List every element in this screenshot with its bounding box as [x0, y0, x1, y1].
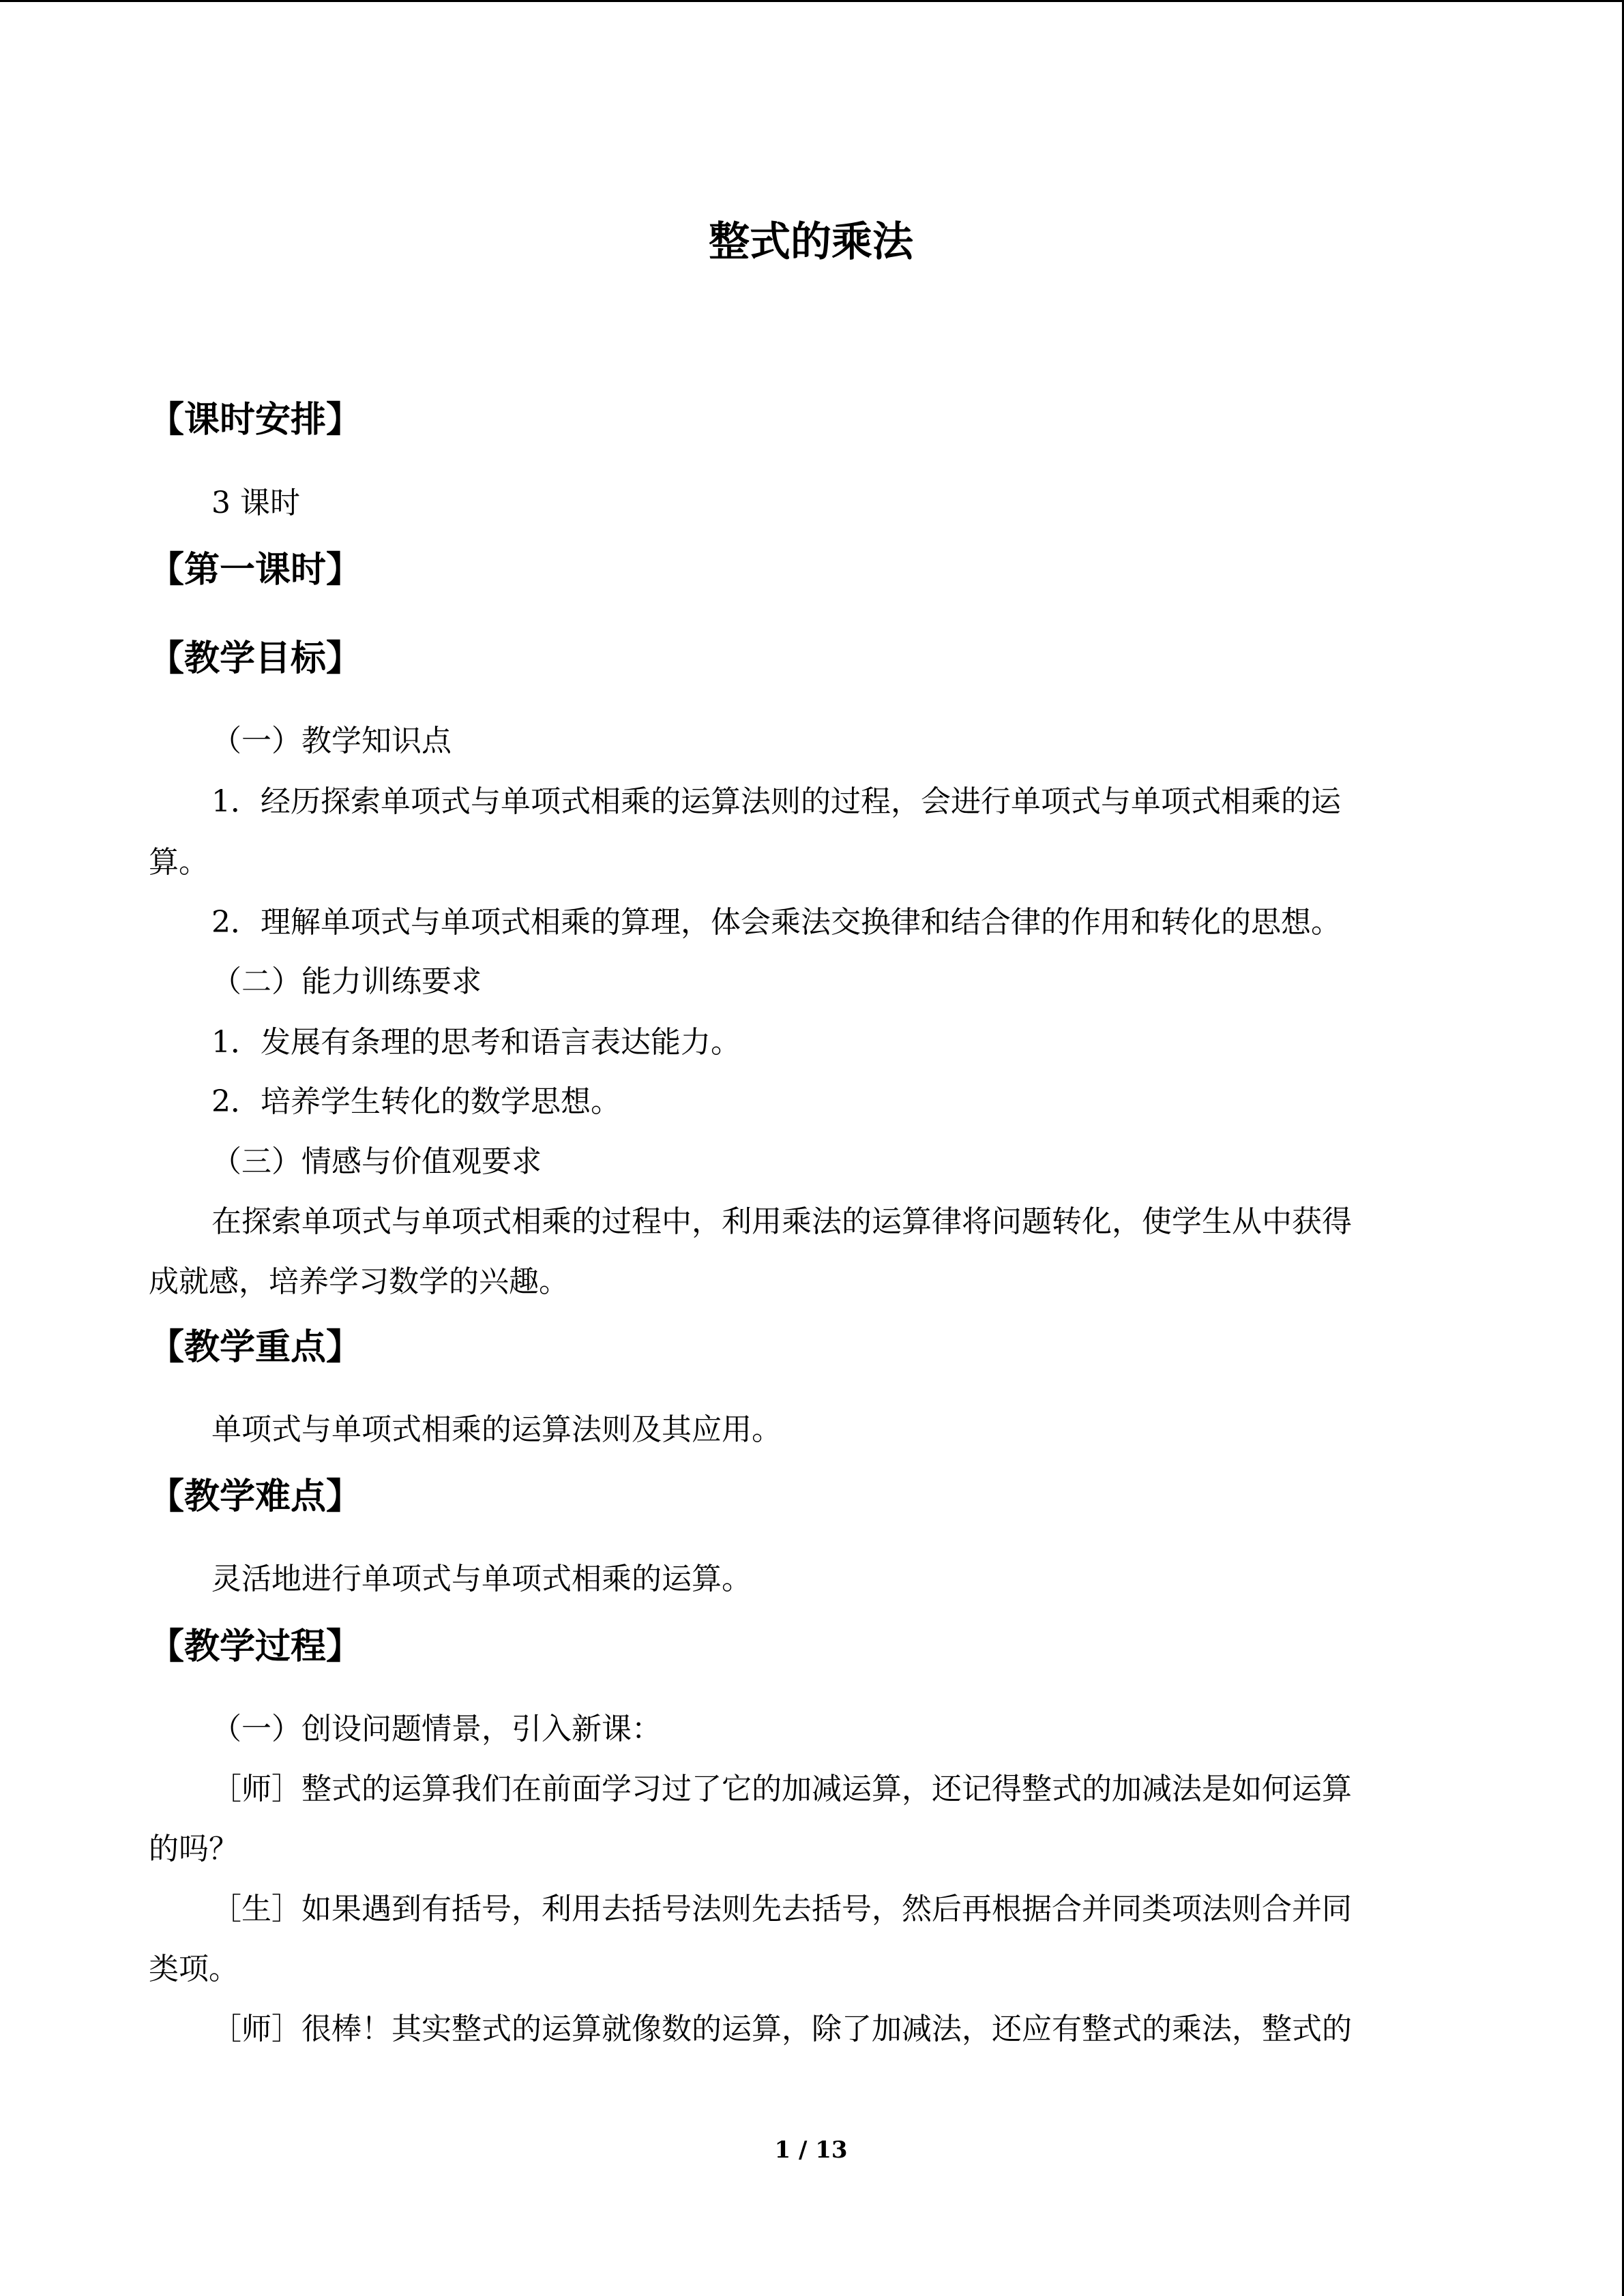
- difficulty-text: 灵活地进行单项式与单项式相乘的运算。: [211, 1562, 752, 1596]
- ability-item-1: 1．发展有条理的思考和语言表达能力。: [211, 1025, 741, 1060]
- difficulty-heading: 【教学难点】: [149, 1476, 362, 1517]
- document-title: 整式的乘法: [709, 218, 913, 266]
- schedule-text: 3 课时: [211, 486, 300, 520]
- lesson1-heading: 【第一课时】: [149, 549, 362, 591]
- process-step1-title: （一）创设问题情景，引入新课：: [211, 1712, 662, 1746]
- page-indicator: 1 / 13: [774, 2136, 848, 2164]
- student-line-1: ［生］如果遇到有括号，利用去括号法则先去括号，然后再根据合并同类项法则合并同: [211, 1892, 1352, 1926]
- emotion-title: （三）情感与价值观要求: [211, 1144, 542, 1179]
- student-line-1-cont: 类项。: [149, 1952, 239, 1986]
- emotion-line2: 成就感，培养学习数学的兴趣。: [149, 1264, 569, 1299]
- ability-title: （二）能力训练要求: [211, 964, 482, 999]
- key-points-text: 单项式与单项式相乘的运算法则及其应用。: [211, 1412, 782, 1447]
- goals-heading: 【教学目标】: [149, 638, 362, 679]
- knowledge-item-1-line1: 1．经历探索单项式与单项式相乘的运算法则的过程，会进行单项式与单项式相乘的运: [211, 784, 1341, 819]
- emotion-line1: 在探索单项式与单项式相乘的过程中，利用乘法的运算律将问题转化，使学生从中获得: [211, 1204, 1352, 1239]
- schedule-heading: 【课时安排】: [149, 399, 362, 441]
- knowledge-item-2: 2．理解单项式与单项式相乘的算理，体会乘法交换律和结合律的作用和转化的思想。: [211, 905, 1341, 940]
- ability-item-2: 2．培养学生转化的数学思想。: [211, 1084, 621, 1119]
- process-heading: 【教学过程】: [149, 1626, 362, 1667]
- key-points-heading: 【教学重点】: [149, 1326, 362, 1368]
- knowledge-item-1-line2: 算。: [149, 845, 209, 880]
- teacher-line-2: ［师］很棒！其实整式的运算就像数的运算，除了加减法，还应有整式的乘法，整式的: [211, 2012, 1352, 2046]
- teacher-line-1-cont: 的吗？: [149, 1832, 239, 1866]
- knowledge-title: （一）教学知识点: [211, 724, 452, 758]
- teacher-line-1: ［师］整式的运算我们在前面学习过了它的加减运算，还记得整式的加减法是如何运算: [211, 1772, 1352, 1806]
